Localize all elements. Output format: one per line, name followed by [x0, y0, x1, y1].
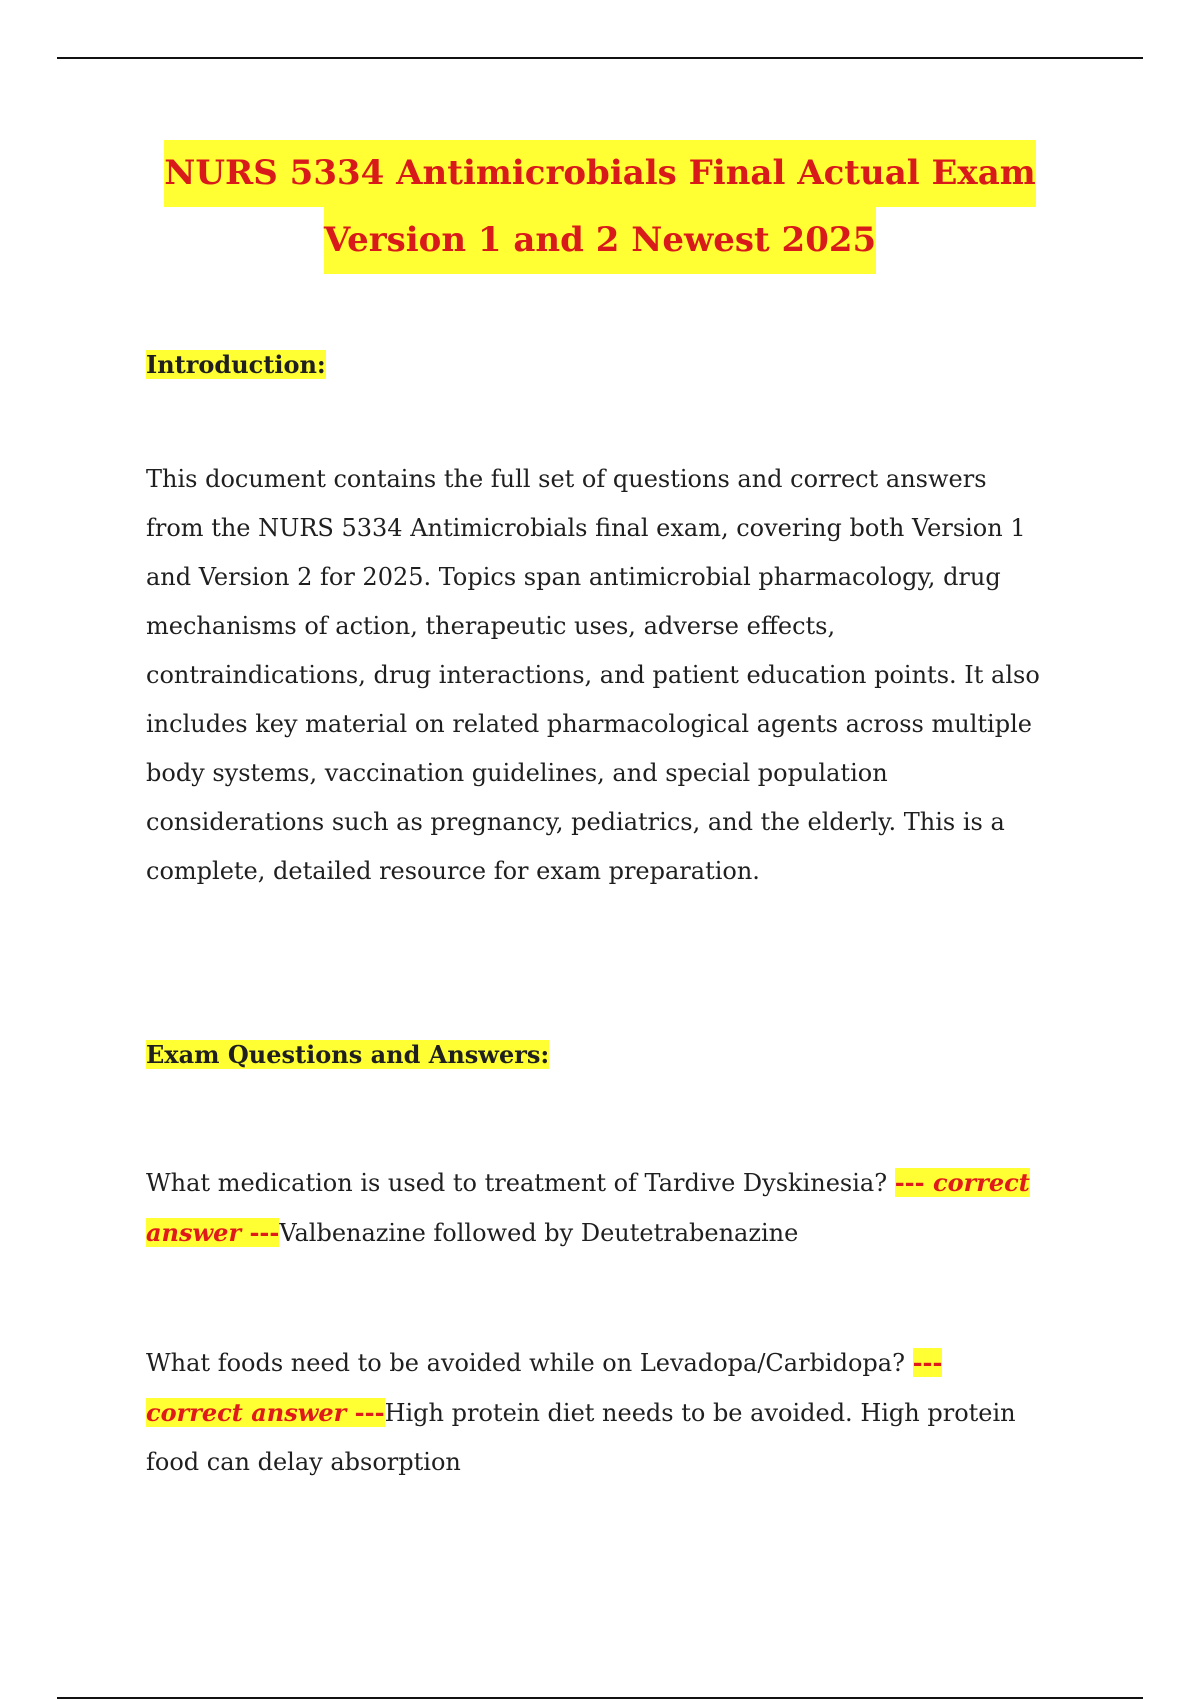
document-title [60, 140, 1140, 274]
answer-text: High protein diet needs to be avoided. High protein food can delay absorption [146, 1399, 1016, 1476]
title-line-2: Version 1 and 2 Newest 2025 [324, 207, 876, 274]
bottom-rule [57, 1697, 1143, 1699]
qa-item [146, 1338, 1046, 1487]
marker-dashes-close: --- [241, 1218, 280, 1247]
intro-heading: Introduction: [146, 350, 326, 379]
intro-heading-block [146, 340, 1046, 389]
intro-paragraph: This document contains the full set of questions and correct answers from the NURS 5334 Antimicrobials final exam, covering both Version 1 and Version 2 for 2025. Topics span antimicrobial pharmacology, drug mechanisms of action, therapeutic uses, adverse effects, contraindications, drug interactions, and patient education points. It also includes key material on related pharmacological agents across multiple body systems, vaccination guidelines, and special population considerations such as pregnancy, pediatrics, and the elderly. This is a complete, detailed resource for exam preparation. [146, 465, 1040, 885]
marker-label: correct answer [146, 1398, 347, 1427]
answer-text: Valbenazine followed by Deutetrabenazine [279, 1219, 799, 1247]
exam-heading-block [146, 1030, 1046, 1079]
qa-item [146, 1158, 1046, 1258]
marker-dashes-open: --- [894, 1168, 925, 1197]
marker-label: correct answer [146, 1168, 1030, 1247]
marker-dashes-open: --- [912, 1348, 943, 1377]
question-text: What medication is used to treatment of Tardive Dyskinesia? [146, 1169, 895, 1197]
top-rule [57, 57, 1143, 59]
marker-dashes-close: --- [346, 1398, 385, 1427]
question-text: What foods need to be avoided while on Levadopa/Carbidopa? [146, 1349, 913, 1377]
title-line-1: NURS 5334 Antimicrobials Final Actual Exam [164, 140, 1035, 207]
exam-heading: Exam Questions and Answers: [146, 1040, 550, 1069]
